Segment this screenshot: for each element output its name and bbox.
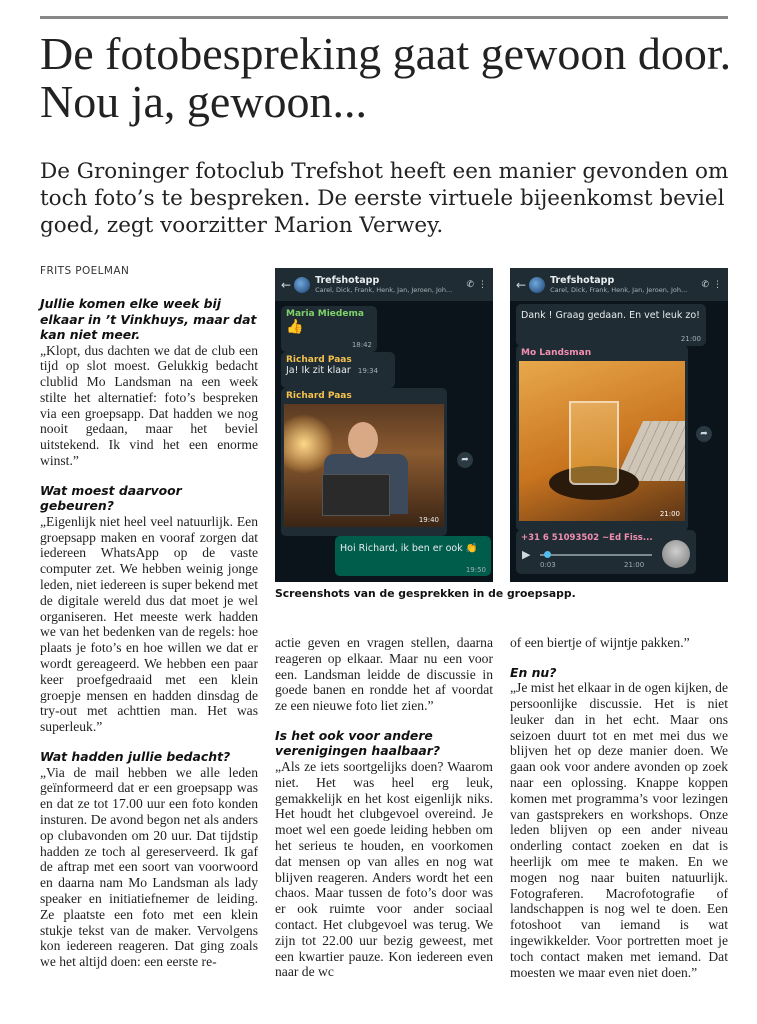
group-avatar bbox=[294, 277, 310, 293]
chat-screenshot-right bbox=[510, 268, 728, 582]
answer: „Klopt, dus dachten we dat de club een tijd op slot moest. Gelukkig bedacht clublid Mo Landsman na een week stilte het alternatief: foto’s bespreken via een groepsapp. Dat hadden we nog nooit gedaan, maar het beviel uitstekend. Ik vind het een enorme winst.” bbox=[40, 342, 258, 469]
message-sender: Mo Landsman bbox=[521, 348, 592, 358]
chat-screenshot-left bbox=[275, 268, 493, 582]
message-text: Ja! Ik zit klaar bbox=[286, 365, 351, 376]
person-head bbox=[348, 422, 378, 458]
laptop-shape bbox=[322, 474, 390, 516]
call-icon: ✆ bbox=[701, 279, 709, 290]
answer: „Je mist het elkaar in de ogen kijken, de persoonlijke discussie. Het is niet leuker dan in het echt. Maar ons seizoen duurt tot en met mei dus we blijven het op deze manier doen. We gaan ook voor andere avonden op zoek naar een oplossing. Knappe koppen komen met programma’s voor lezingen van gastsprekers en workshops. Onze leden blijven op een ander niveau onderling contact zoeken en dat is heerlijk om mee te maken. En we mogen nog naar buiten natuurlijk. Fotograferen. Macrofotografie of landschappen is nog wel te doen. Een fotoshoot van iemand is wat ingewikkelder. Voor portretten moet je toch contact maken met iemand. Dat moesten we maar even niet doen.” bbox=[510, 680, 728, 980]
message-bubble bbox=[516, 304, 706, 346]
voice-progress-track bbox=[540, 554, 652, 556]
message-sender: Richard Paas bbox=[286, 355, 352, 365]
back-arrow-icon: ← bbox=[281, 277, 292, 292]
message-text: Hoi Richard, ik ben er ook 👏 bbox=[340, 543, 478, 554]
play-icon: ▶ bbox=[522, 548, 531, 561]
photo-message bbox=[516, 345, 688, 531]
article-column-3 bbox=[510, 635, 728, 980]
answer: actie geven en vragen stellen, daarna reageren op elkaar. Maar nu een voor een. Landsman leidde de discussie in goede banen en rondde het af voordat ze een nieuwe foto liet zien.” bbox=[275, 635, 493, 714]
shared-photo bbox=[519, 361, 685, 521]
voice-duration: 0:03 bbox=[540, 561, 556, 569]
message-time: 21:00 bbox=[680, 335, 701, 343]
group-members: Carel, Dick, Frank, Henk, Jan, Jeroen, Joh... bbox=[315, 286, 453, 294]
chat-header bbox=[510, 268, 728, 301]
top-rule bbox=[40, 16, 728, 19]
question: Jullie komen elke week bij elkaar in ’t Vinkhuys, maar dat kan niet meer. bbox=[40, 296, 257, 342]
headline: De fotobespreking gaat gewoon door. Nou ja, gewoon... bbox=[40, 28, 732, 127]
call-icon: ✆ bbox=[466, 279, 474, 290]
question: En nu? bbox=[510, 664, 557, 680]
share-icon: ➦ bbox=[696, 426, 712, 442]
message-text: Dank ! Graag gedaan. En vet leuk zo! bbox=[521, 310, 700, 321]
thumbs-up-icon: 👍 bbox=[286, 319, 304, 335]
photo-caption: Screenshots van de gesprekken in de groepsapp. bbox=[275, 587, 576, 600]
back-arrow-icon: ← bbox=[516, 277, 527, 292]
message-bubble bbox=[281, 352, 395, 388]
message-sender: Maria Miedema bbox=[286, 309, 364, 319]
glass-shape bbox=[569, 401, 619, 485]
chat-header bbox=[275, 268, 493, 301]
lead-paragraph: De Groninger fotoclub Trefshot heeft een manier gevonden om toch foto’s te bespreken. De eerste virtuele bijeenkomst beviel goed, zegt voorzitter Marion Verwey. bbox=[40, 159, 729, 238]
message-time: 21:00 bbox=[624, 561, 645, 569]
question: Wat hadden jullie bedacht? bbox=[40, 749, 231, 765]
share-icon: ➦ bbox=[457, 452, 473, 468]
group-name: Trefshotapp bbox=[315, 275, 380, 286]
message-bubble bbox=[281, 306, 377, 352]
menu-icon: ⋮ bbox=[713, 279, 722, 290]
message-time: 18:42 bbox=[351, 341, 372, 349]
message-sender: Richard Paas bbox=[286, 391, 352, 401]
message-time: 19:50 bbox=[465, 566, 486, 574]
question: Is het ook voor andere verenigingen haalbaar? bbox=[275, 727, 441, 759]
answer: „Als ze iets soortgelijks doen? Waarom niet. Het was heel erg leuk, gemakkelijk en het kost eigenlijk niks. Het houdt het clubgevoel overeind. Je moet wel een goede leiding hebben om het serieus te houden, en voorkomen dat mensen op van alles en nog wat blijven reageren. Anders wordt het een chaos. Maar tussen de foto’s door was er ook ruimte voor ander sociaal contact. Het clubgevoel was terug. We zijn tot 22.00 uur bezig geweest, met een kwartier pauze. Kon iedereen even naar de wc bbox=[275, 758, 493, 980]
voice-progress-dot bbox=[544, 551, 551, 558]
sent-message-bubble bbox=[335, 536, 491, 576]
group-avatar bbox=[529, 277, 545, 293]
group-name: Trefshotapp bbox=[550, 275, 615, 286]
answer: of een biertje of wijntje pakken.” bbox=[510, 635, 690, 650]
message-sender: +31 6 51093502 ~Ed Fiss... bbox=[521, 533, 653, 543]
message-time: 19:40 bbox=[418, 516, 439, 524]
message-time: 21:00 bbox=[659, 510, 680, 518]
question: Wat moest daarvoor gebeuren? bbox=[40, 482, 182, 514]
voice-message bbox=[516, 530, 696, 574]
article-column-1 bbox=[40, 296, 258, 970]
sender-avatar bbox=[662, 540, 690, 568]
answer: „Via de mail hebben we alle leden geïnformeerd dat er een groepsapp was en dat ze tot 17.00 uur een foto konden insturen. De avond begon net als anders op clubavonden om 20 uur. Dat tijdstip hadden ze toch al gereserveerd. Ik gaf de aftrap met een soort van voorwoord en daarna nam Mo Landsman als lady speaker en initiatiefnemer de leiding. Ze plaatste een foto met een klein stukje tekst van de maker. Vervolgens kon iedereen reageren. Dat ging zoals we het altijd doen: een eerste re- bbox=[40, 764, 258, 970]
message-time: 19:34 bbox=[357, 367, 379, 375]
byline: FRITS POELMAN bbox=[40, 265, 130, 277]
shared-photo bbox=[284, 404, 444, 527]
answer: „Eigenlijk niet heel veel natuurlijk. Een groepsapp maken en vooraf zorgen dat iedereen WhatsApp op de vaste computer zet. We hebben weinig jonge leden, niet iedereen is super bekend met de digitale wereld dus dat moet je wel organiseren. Het meeste werk hadden we van het bedenken van de regels: hoe plaats je foto’s en hoe willen we dat er wordt gereageerd. We hebben een paar keer proefgedraaid met een klein groepje mensen en hadden dinsdag de try-out met achttien man. Het was superleuk.” bbox=[40, 513, 258, 735]
group-members: Carel, Dick, Frank, Henk, Jan, Jeroen, Joh... bbox=[550, 286, 688, 294]
photo-message bbox=[281, 388, 447, 536]
menu-icon: ⋮ bbox=[478, 279, 487, 290]
article-column-2 bbox=[275, 635, 493, 980]
